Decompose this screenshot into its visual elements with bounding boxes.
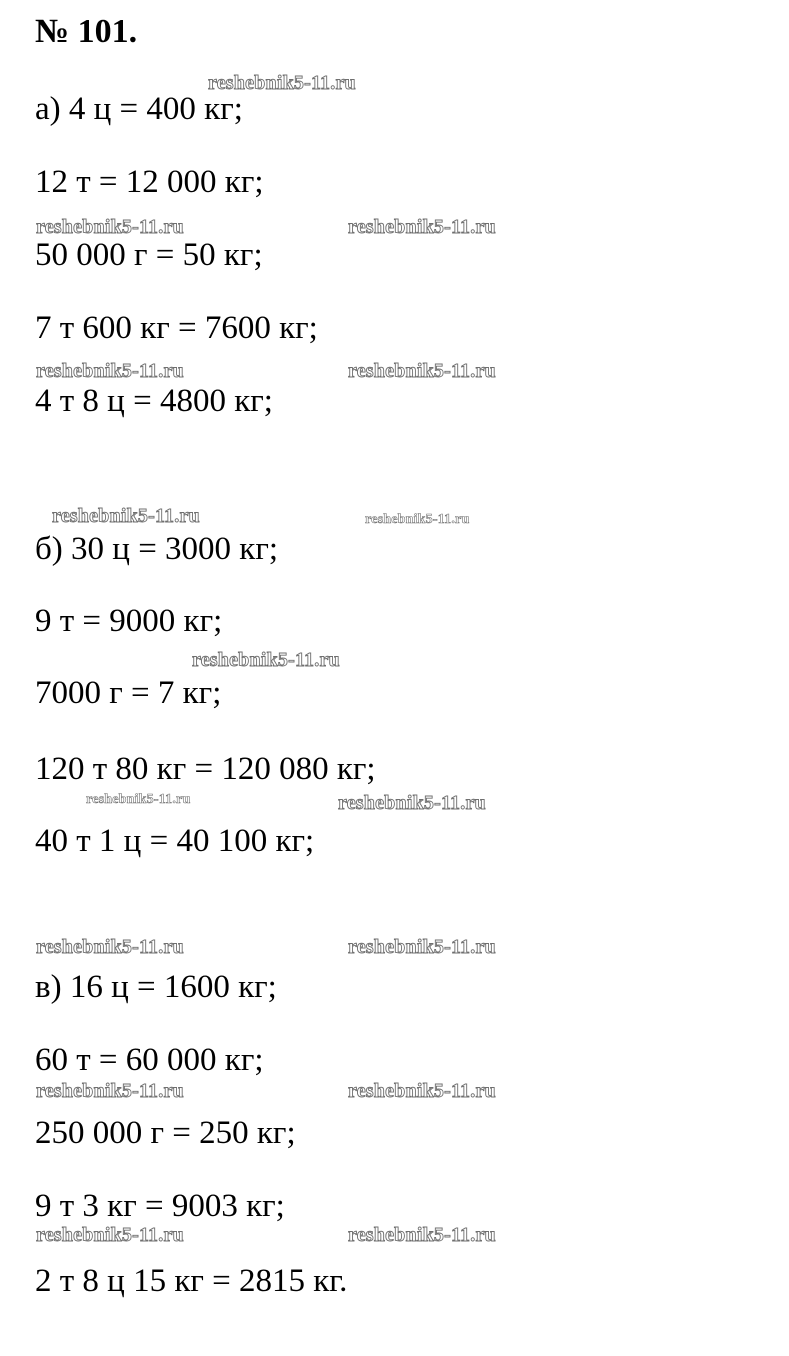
problem-number: № 101. bbox=[35, 13, 138, 50]
watermark: reshebnik5-11.ru bbox=[52, 505, 200, 527]
part-b-line-1: б) 30 ц = 3000 кг; bbox=[35, 531, 279, 567]
part-a-line-5: 4 т 8 ц = 4800 кг; bbox=[35, 383, 273, 419]
watermark: reshebnik5-11.ru bbox=[36, 360, 184, 382]
watermark: reshebnik5-11.ru bbox=[348, 1080, 496, 1102]
watermark: reshebnik5-11.ru bbox=[338, 792, 486, 814]
watermark: reshebnik5-11.ru bbox=[86, 792, 191, 807]
part-c-line-4: 9 т 3 кг = 9003 кг; bbox=[35, 1188, 285, 1224]
watermark: reshebnik5-11.ru bbox=[365, 512, 470, 527]
part-a-line-2: 12 т = 12 000 кг; bbox=[35, 164, 264, 200]
watermark: reshebnik5-11.ru bbox=[36, 1224, 184, 1246]
part-c-line-1: в) 16 ц = 1600 кг; bbox=[35, 969, 277, 1005]
part-c-line-5: 2 т 8 ц 15 кг = 2815 кг. bbox=[35, 1263, 348, 1299]
watermark: reshebnik5-11.ru bbox=[348, 360, 496, 382]
watermark: reshebnik5-11.ru bbox=[36, 216, 184, 238]
watermark: reshebnik5-11.ru bbox=[348, 1224, 496, 1246]
watermark: reshebnik5-11.ru bbox=[36, 936, 184, 958]
part-b-line-5: 40 т 1 ц = 40 100 кг; bbox=[35, 823, 315, 859]
watermark: reshebnik5-11.ru bbox=[208, 72, 356, 94]
part-b-line-4: 120 т 80 кг = 120 080 кг; bbox=[35, 751, 376, 787]
watermark: reshebnik5-11.ru bbox=[348, 216, 496, 238]
watermark: reshebnik5-11.ru bbox=[348, 936, 496, 958]
part-b-line-3: 7000 г = 7 кг; bbox=[35, 675, 222, 711]
part-b-line-2: 9 т = 9000 кг; bbox=[35, 603, 223, 639]
watermark: reshebnik5-11.ru bbox=[192, 649, 340, 671]
watermark: reshebnik5-11.ru bbox=[36, 1080, 184, 1102]
part-a-line-4: 7 т 600 кг = 7600 кг; bbox=[35, 310, 318, 346]
part-a-line-1: а) 4 ц = 400 кг; bbox=[35, 91, 243, 127]
part-a-line-3: 50 000 г = 50 кг; bbox=[35, 237, 263, 273]
part-c-line-3: 250 000 г = 250 кг; bbox=[35, 1115, 296, 1151]
part-c-line-2: 60 т = 60 000 кг; bbox=[35, 1042, 264, 1078]
